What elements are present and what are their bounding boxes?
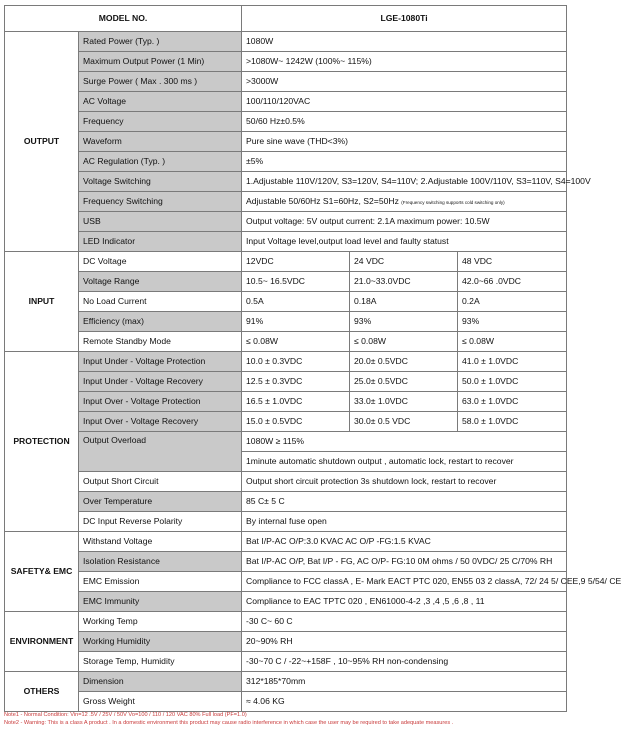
table-row — [5, 692, 567, 712]
cell-48v: ≤ 0.08W — [458, 332, 567, 352]
table-row — [5, 312, 567, 332]
row-label: Voltage Range — [79, 272, 242, 292]
row-label: Gross Weight — [79, 692, 242, 712]
row-label: Remote Standby Mode — [79, 332, 242, 352]
row-value: By internal fuse open — [242, 512, 567, 532]
cell-24v: 30.0± 0.5 VDC — [350, 412, 458, 432]
row-label: AC Regulation (Typ. ) — [79, 152, 242, 172]
table-row — [5, 292, 567, 312]
table-row — [5, 52, 567, 72]
table-row — [5, 132, 567, 152]
row-label: Input Over - Voltage Protection — [79, 392, 242, 412]
row-value: Compliance to FCC classA , E- Mark EACT PTC 020, EN55 03 2 classA, 72/ 24 5/ CEE,9 5/54/ CE — [242, 572, 567, 592]
cell-24v: 24 VDC — [350, 252, 458, 272]
table-row — [5, 332, 567, 352]
cell-12v: ≤ 0.08W — [242, 332, 350, 352]
row-value: 1.Adjustable 110V/120V, S3=120V, S4=110V; 2.Adjustable 100V/110V, S3=110V, S4=100V — [242, 172, 567, 192]
row-label: Input Over - Voltage Recovery — [79, 412, 242, 432]
model-label: MODEL NO. — [5, 6, 242, 32]
table-row — [5, 552, 567, 572]
row-value: >3000W — [242, 72, 567, 92]
cell-12v: 12VDC — [242, 252, 350, 272]
row-label: Voltage Switching — [79, 172, 242, 192]
header-row — [5, 6, 567, 32]
row-label: Efficiency (max) — [79, 312, 242, 332]
table-row — [5, 432, 567, 452]
cell-48v: 93% — [458, 312, 567, 332]
table-row — [5, 32, 567, 52]
row-label: Rated Power (Typ. ) — [79, 32, 242, 52]
row-label: Withstand Voltage — [79, 532, 242, 552]
table-row — [5, 232, 567, 252]
row-label: Surge Power ( Max . 300 ms ) — [79, 72, 242, 92]
row-value: -30 C~ 60 C — [242, 612, 567, 632]
row-label: Storage Temp, Humidity — [79, 652, 242, 672]
freq-switch-value: Adjustable 50/60Hz S1=60Hz, S2=50Hz — [246, 195, 399, 206]
table-row — [5, 652, 567, 672]
group-output: OUTPUT — [5, 32, 79, 252]
row-value: >1080W~ 1242W (100%~ 115%) — [242, 52, 567, 72]
row-value: 1minute automatic shutdown output , automatic lock, restart to recover — [242, 452, 567, 472]
group-input: INPUT — [5, 252, 79, 352]
model-value: LGE-1080Ti — [242, 6, 567, 32]
note-2: Note2 - Warning: This is a class A product . In a domestic environment this product may cause radio interference in which case the user may be required to take adequate measures . — [4, 720, 454, 726]
row-label: DC Voltage — [79, 252, 242, 272]
row-value: -30~70 C / -22~+158F , 10~95% RH non-condensing — [242, 652, 567, 672]
row-label: Working Humidity — [79, 632, 242, 652]
row-label: Over Temperature — [79, 492, 242, 512]
row-value: Output voltage: 5V output current: 2.1A maximum power: 10.5W — [242, 212, 567, 232]
cell-24v: 0.18A — [350, 292, 458, 312]
row-value: Bat I/P-AC O/P:3.0 KVAC AC O/P -FG:1.5 KVAC — [242, 532, 567, 552]
row-value: 312*185*70mm — [242, 672, 567, 692]
row-value: Compliance to EAC TPTC 020 , EN61000-4-2 ,3 ,4 ,5 ,6 ,8 , 11 — [242, 592, 567, 612]
row-label: Frequency Switching — [79, 192, 242, 212]
table-row — [5, 192, 567, 212]
row-label: AC Voltage — [79, 92, 242, 112]
cell-12v: 10.0 ± 0.3VDC — [242, 352, 350, 372]
cell-12v: 0.5A — [242, 292, 350, 312]
row-label: Output Short Circuit — [79, 472, 242, 492]
row-label: Dimension — [79, 672, 242, 692]
row-label: Maximum Output Power (1 Min) — [79, 52, 242, 72]
cell-48v: 42.0~66 .0VDC — [458, 272, 567, 292]
table-row — [5, 92, 567, 112]
cell-24v: 20.0± 0.5VDC — [350, 352, 458, 372]
row-value: 85 C± 5 C — [242, 492, 567, 512]
row-label: EMC Emission — [79, 572, 242, 592]
cell-24v: 25.0± 0.5VDC — [350, 372, 458, 392]
cell-12v: 91% — [242, 312, 350, 332]
cell-48v: 0.2A — [458, 292, 567, 312]
row-label: Working Temp — [79, 612, 242, 632]
row-value: Output short circuit protection 3s shutdown lock, restart to recover — [242, 472, 567, 492]
row-value: 1080W — [242, 32, 567, 52]
cell-48v: 50.0 ± 1.0VDC — [458, 372, 567, 392]
row-label: DC Input Reverse Polarity — [79, 512, 242, 532]
table-row — [5, 612, 567, 632]
row-label: Input Under - Voltage Protection — [79, 352, 242, 372]
table-row — [5, 272, 567, 292]
table-row — [5, 492, 567, 512]
footnotes — [4, 711, 570, 727]
row-value: Input Voltage level,output load level and faulty statust — [242, 232, 567, 252]
cell-12v: 10.5~ 16.5VDC — [242, 272, 350, 292]
row-value: ≈ 4.06 KG — [242, 692, 567, 712]
cell-48v: 41.0 ± 1.0VDC — [458, 352, 567, 372]
row-label: Output Overload — [79, 432, 242, 472]
table-row — [5, 532, 567, 552]
row-value — [242, 192, 567, 212]
cell-12v: 15.0 ± 0.5VDC — [242, 412, 350, 432]
cell-12v: 12.5 ± 0.3VDC — [242, 372, 350, 392]
row-value: 100/110/120VAC — [242, 92, 567, 112]
cell-24v: 93% — [350, 312, 458, 332]
group-environment: ENVIRONMENT — [5, 612, 79, 672]
row-label: Isolation Resistance — [79, 552, 242, 572]
cell-48v: 58.0 ± 1.0VDC — [458, 412, 567, 432]
table-row — [5, 572, 567, 592]
table-row — [5, 152, 567, 172]
row-label: No Load Current — [79, 292, 242, 312]
table-row — [5, 512, 567, 532]
table-row — [5, 72, 567, 92]
row-value: 50/60 Hz±0.5% — [242, 112, 567, 132]
row-label: Waveform — [79, 132, 242, 152]
row-label: Input Under - Voltage Recovery — [79, 372, 242, 392]
cell-48v: 63.0 ± 1.0VDC — [458, 392, 567, 412]
cell-24v: 21.0~33.0VDC — [350, 272, 458, 292]
table-row — [5, 212, 567, 232]
table-row — [5, 112, 567, 132]
table-row — [5, 412, 567, 432]
note-1: Note1 - Normal Condition: Vin=12 .5V / 25V / 50V Vo=100 / 110 / 120 VAC 80% Full load (PF=1.0) — [4, 712, 247, 718]
cell-48v: 48 VDC — [458, 252, 567, 272]
row-label: USB — [79, 212, 242, 232]
row-value: 1080W ≥ 115% — [242, 432, 567, 452]
cell-24v: 33.0± 1.0VDC — [350, 392, 458, 412]
row-value: Bat I/P-AC O/P, Bat I/P - FG, AC O/P- FG:10 0M ohms / 50 0VDC/ 25 C/70% RH — [242, 552, 567, 572]
group-protection: PROTECTION — [5, 352, 79, 532]
row-label: LED Indicator — [79, 232, 242, 252]
table-row — [5, 172, 567, 192]
freq-switch-note: (Frequency switching supports cold switching only) — [401, 199, 505, 205]
cell-12v: 16.5 ± 1.0VDC — [242, 392, 350, 412]
row-value: ±5% — [242, 152, 567, 172]
spec-table — [4, 5, 621, 712]
table-row — [5, 672, 567, 692]
table-row — [5, 372, 567, 392]
row-label: Frequency — [79, 112, 242, 132]
row-value: Pure sine wave (THD<3%) — [242, 132, 567, 152]
table-row — [5, 392, 567, 412]
table-row — [5, 252, 567, 272]
cell-24v: ≤ 0.08W — [350, 332, 458, 352]
table-row — [5, 632, 567, 652]
row-value: 20~90% RH — [242, 632, 567, 652]
table-row — [5, 472, 567, 492]
group-safety: SAFETY& EMC — [5, 532, 79, 612]
table-row — [5, 592, 567, 612]
group-others: OTHERS — [5, 672, 79, 712]
table-row — [5, 352, 567, 372]
row-label: EMC Immunity — [79, 592, 242, 612]
